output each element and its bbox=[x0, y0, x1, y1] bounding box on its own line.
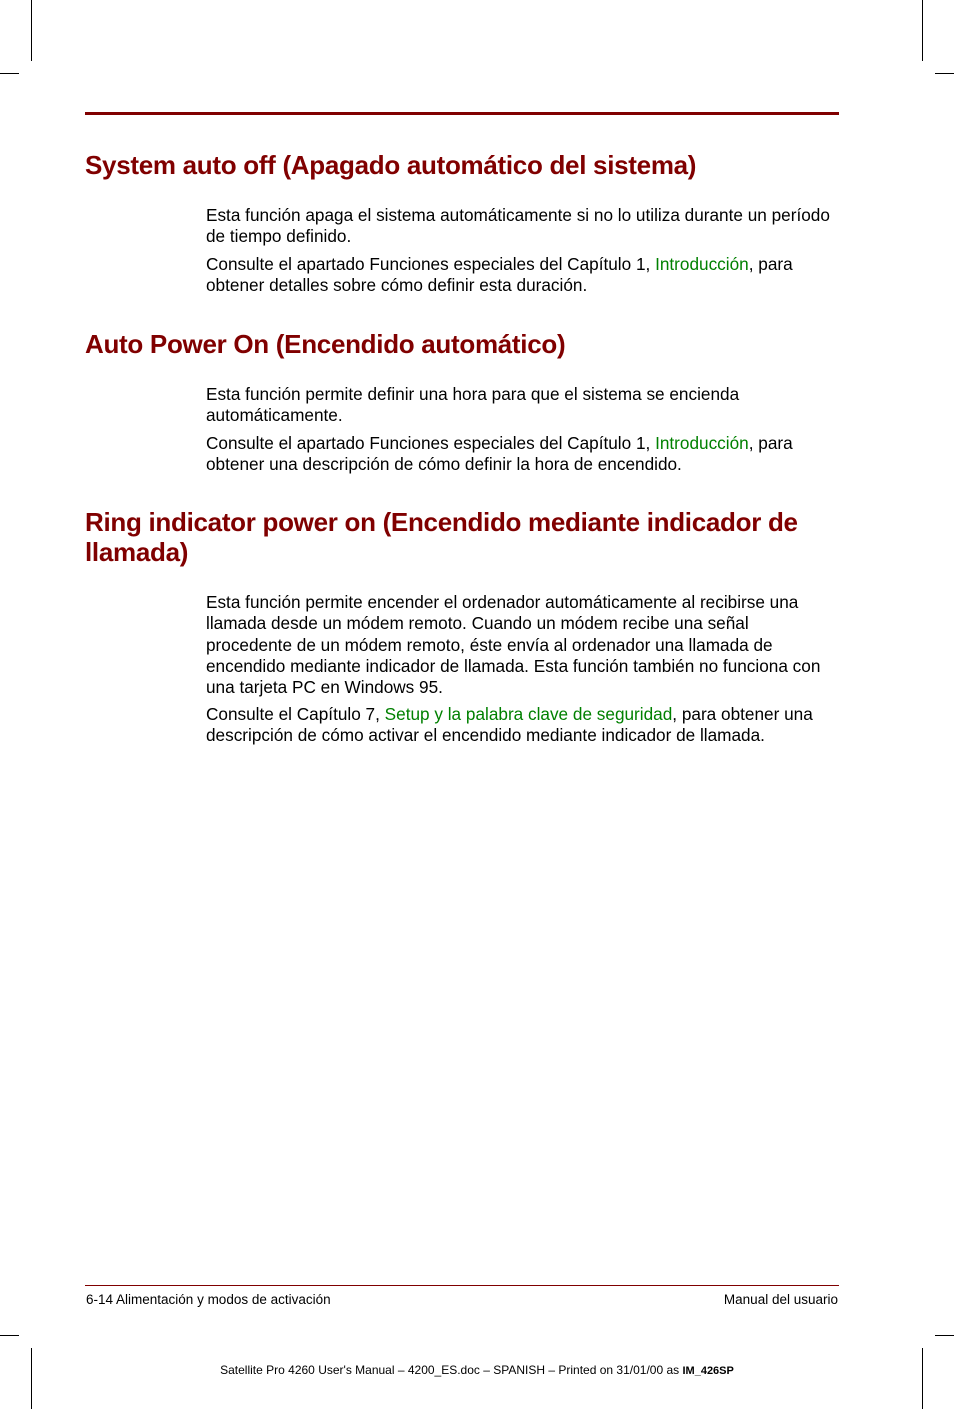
introduccion-link[interactable]: Introducción bbox=[655, 433, 749, 453]
section-paragraph: Esta función permite definir una hora para que el sistema se encienda automáticamente. bbox=[206, 384, 740, 426]
footer-rule bbox=[85, 1285, 839, 1286]
crop-mark bbox=[31, 0, 32, 61]
reference-text: Consulte el apartado Funciones especiales del Capítulo 1, bbox=[206, 433, 656, 453]
section-paragraph: Esta función permite encender el ordenador automáticamente al recibirse una llamada desde un módem remoto. Cuando un módem recibe una señal procedente de un módem remoto, éste envía al ordenador una llamada de encendido mediante indicador de llamada. Esta función también no funciona con una tarjeta PC en Windows 95. bbox=[206, 592, 821, 698]
section-title-auto-power-on: Auto Power On (Encendido automático) bbox=[85, 329, 566, 359]
setup-link[interactable]: Setup y la palabra clave de seguridad bbox=[384, 704, 673, 724]
reference-text: , para obtener una descripción de cómo activar el encendido mediante indicador de llamada. bbox=[206, 704, 813, 746]
section-title-system-auto-off: System auto off (Apagado automático del sistema) bbox=[85, 150, 697, 180]
reference-text: Consulte el apartado Funciones especiales del Capítulo 1, bbox=[206, 254, 656, 274]
crop-mark bbox=[935, 1335, 954, 1336]
crop-mark bbox=[935, 73, 954, 74]
header-rule bbox=[85, 112, 839, 115]
print-info-code: IM_426SP bbox=[682, 1365, 734, 1377]
section-title-ring-indicator: Ring indicator power on (Encendido mediante indicador de llamada) bbox=[85, 507, 798, 567]
crop-mark bbox=[922, 0, 923, 61]
section-paragraph-reference bbox=[206, 433, 838, 476]
print-info-text: Satellite Pro 4260 User's Manual – 4200_ES.doc – SPANISH – Printed on 31/01/00 as bbox=[220, 1363, 683, 1377]
section-paragraph-reference bbox=[206, 254, 838, 297]
crop-mark bbox=[0, 1335, 19, 1336]
reference-text: , para obtener detalles sobre cómo definir esta duración. bbox=[206, 254, 793, 296]
footer-manual-title: Manual del usuario bbox=[723, 1292, 838, 1307]
crop-mark bbox=[0, 73, 19, 74]
section-paragraph-reference bbox=[206, 704, 838, 747]
reference-text: , para obtener una descripción de cómo definir la hora de encendido. bbox=[206, 433, 793, 475]
introduccion-link[interactable]: Introducción bbox=[655, 254, 749, 274]
footer-page-reference: 6-14 Alimentación y modos de activación bbox=[86, 1292, 331, 1307]
crop-mark bbox=[922, 1348, 923, 1409]
reference-text: Consulte el Capítulo 7, bbox=[206, 704, 385, 724]
section-paragraph: Esta función apaga el sistema automáticamente si no lo utiliza durante un período de tiempo definido. bbox=[206, 205, 830, 247]
crop-mark bbox=[31, 1348, 32, 1409]
print-info bbox=[0, 1363, 954, 1378]
